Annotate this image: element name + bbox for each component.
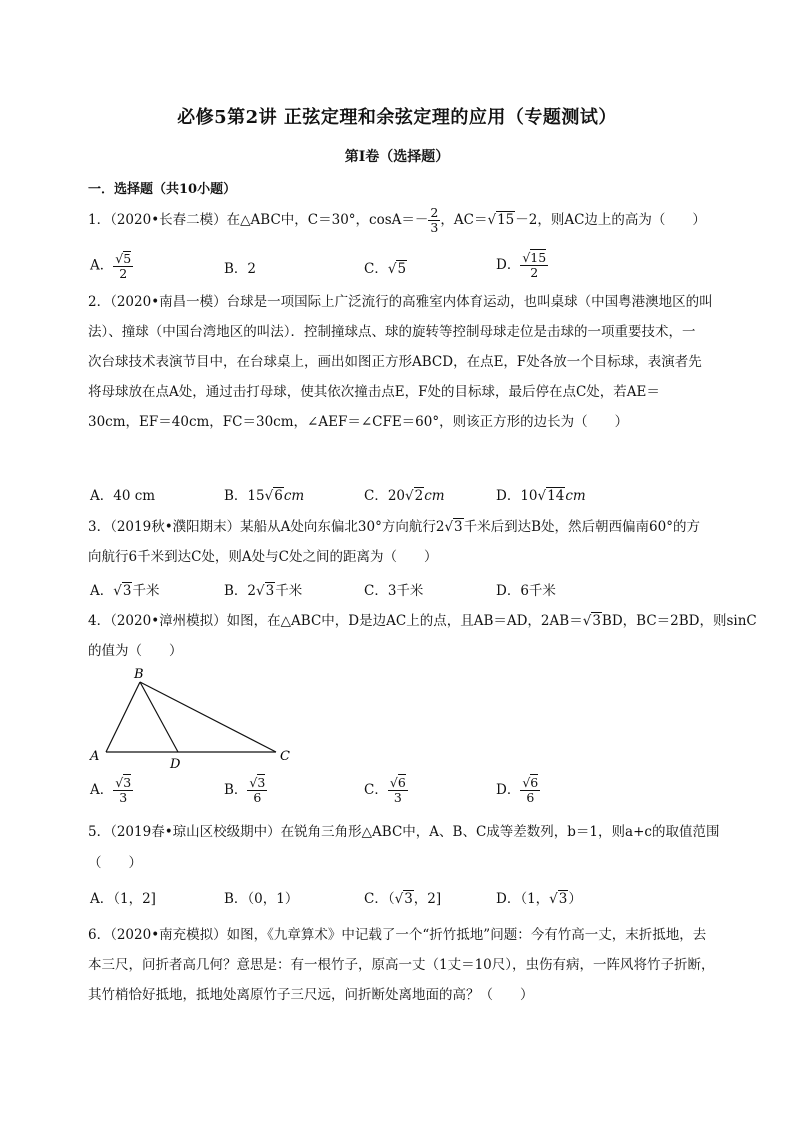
q2-option-b-label: B．15 (224, 488, 265, 504)
q2-option-c-unit: cm (424, 488, 445, 504)
q4-segment-bd (140, 682, 178, 752)
q6-line-1: 6．（2020•南充模拟）如图，《九章算术》中记载了一个“折竹抵地”问题：今有竹高一丈，末折抵地，去 (88, 927, 707, 943)
q5-option-c (364, 887, 441, 907)
q4-sqrt: √3 (582, 613, 601, 629)
q2-line-5: 30cm，EF＝40cm，FC＝30cm，∠AEF＝∠CFE＝60°，则该正方形的边长为（ ） (88, 414, 629, 430)
q1-option-d-den: 2 (530, 265, 539, 280)
q5-option-c-radicand: 3 (404, 891, 413, 907)
q2-option-c (364, 484, 445, 504)
q1-option-a-label: A． (90, 257, 114, 274)
q1-option-b: B．2 (224, 261, 257, 277)
q1-frac-num: 2 (430, 205, 439, 220)
q4-option-c-frac: $\frac{√6}{3}$ (389, 775, 406, 805)
q3-sqrt: √3 (444, 519, 463, 535)
q2-option-c-radicand: 2 (414, 488, 424, 504)
q4-option-a-label: A． (90, 782, 114, 798)
q4-option-b (224, 776, 267, 805)
q3-option-b (224, 579, 302, 599)
q2-option-b-radicand: 6 (274, 488, 283, 504)
page-title: 必修5第2讲 正弦定理和余弦定理的应用（专题测试） (177, 107, 617, 128)
q3-option-b-label: B．2 (224, 583, 257, 599)
q1-stem (88, 206, 706, 235)
q4-triangle-figure (88, 668, 318, 778)
q4-option-d-den: 6 (526, 790, 535, 805)
q3-option-a-radicand: 3 (122, 583, 132, 599)
q4-option-b-frac: $\frac{√3}{6}$ (249, 775, 266, 805)
q5-option-d (496, 887, 582, 907)
q5-line-1: 5．（2019春•琼山区校级期中）在锐角三角形△ABC中，A、B、C成等差数列，b＝1，则a+c的取值范围 (88, 824, 720, 840)
q4-label-a: A (90, 749, 100, 764)
q4-option-d-radicand: 6 (530, 775, 539, 790)
q2-line-2: 法）、撞球（中国台湾地区的叫法）．控制撞球点、球的旋转等控制母球走位是击球的一项重要技术，一 (88, 324, 696, 340)
q3-option-b-radicand: 3 (265, 583, 275, 599)
q4-option-d (496, 776, 540, 805)
q2-option-d (496, 484, 586, 504)
q5-option-b: B．（0，1） (224, 891, 299, 907)
q5-option-d-tail: ） (568, 891, 582, 907)
q5-option-d-label: D．（1， (496, 891, 550, 907)
q6-line-3: 其竹梢恰好抵地，抵地处离原竹子三尺远，问折断处离地面的高？（ ） (88, 987, 534, 1003)
q1-option-a-frac: $\frac{√5}{2}$ (115, 251, 132, 281)
q2-option-d-label: D．10 (496, 488, 538, 504)
q3-coef: 2 (435, 519, 445, 535)
q1-sqrt-radicand: 15 (497, 212, 515, 228)
q4-option-c (364, 776, 408, 805)
q3-option-a-sqrt: √3 (113, 583, 132, 599)
q3-option-a-unit: 千米 (132, 583, 160, 599)
q4-option-b-radicand: 3 (257, 775, 266, 790)
q3-option-a (90, 579, 159, 599)
q4-option-a-den: 3 (119, 790, 128, 805)
q1-frac-den: 3 (430, 220, 439, 235)
q3-sqrt-radicand: 3 (454, 519, 463, 535)
q1-option-a-radicand: 5 (123, 251, 132, 266)
q4-line-1-b: BD，BC＝2BD，则sinC (601, 613, 757, 629)
q4-option-d-label: D． (496, 782, 521, 798)
q3-option-b-unit: 千米 (275, 583, 303, 599)
q4-option-a-radicand: 3 (123, 775, 132, 790)
q2-option-c-label: C．20 (364, 488, 406, 504)
q2-line-3: 次台球技术表演节目中，在台球桌上，画出如图正方形ABCD，在点E，F处各放一个目标球，表演者先 (88, 354, 702, 370)
q1-option-a (90, 251, 133, 281)
q3-option-b-sqrt: √3 (256, 583, 275, 599)
q2-option-d-radicand: 14 (547, 488, 565, 504)
q4-option-d-frac: $\frac{√6}{6}$ (522, 775, 539, 805)
q3-line-2: 向航行6千米到达C处，则A处与C处之间的距离为（ ） (88, 549, 438, 565)
q3-option-a-label: A． (90, 583, 114, 599)
q5-line-2: （ ） (88, 855, 142, 871)
q3-line-1-a: 3．（2019秋•濮阳期末）某船从A处向东偏北30°方向航行 (88, 519, 436, 535)
q4-sqrt-radicand: 3 (592, 613, 601, 629)
q1-option-c-sqrt: √5 (387, 261, 407, 277)
q1-text-c: －2，则AC边上的高为（ ） (515, 212, 706, 228)
q2-option-c-sqrt: √2 (405, 488, 424, 504)
q2-option-d-sqrt: √14 (537, 488, 565, 504)
q3-option-c: C．3千米 (364, 583, 424, 599)
q1-sqrt: √15 (487, 212, 515, 228)
q1-text-a: 1．（2020•长春二模）在△ABC中，C＝30°，cosA＝－ (88, 212, 429, 228)
q4-option-c-label: C． (364, 782, 388, 798)
q1-option-c-radicand: 5 (397, 261, 407, 277)
q1-option-c-label: C． (364, 261, 388, 277)
q1-option-d-label: D． (496, 257, 521, 273)
q5-option-c-tail: ，2] (413, 891, 442, 907)
q4-side-ab (106, 682, 140, 752)
q1-option-c (364, 257, 407, 277)
page-subtitle: 第Ⅰ卷（选择题） (344, 149, 450, 165)
q1-option-d-radicand: 15 (530, 250, 547, 265)
q5-option-c-sqrt: √3 (394, 891, 413, 907)
q1-fraction (428, 206, 440, 235)
q3-line-1-b: 千米后到达B处，然后朝西偏南60°的方 (463, 519, 700, 535)
q6-line-2: 本三尺，问折者高几何？意思是：有一根竹子，原高一丈（1丈＝10尺），虫伤有病，一阵风将竹子折断， (88, 957, 715, 973)
q2-line-4: 将母球放在点A处，通过击打母球，使其依次撞击点E，F处的目标球，最后停在点C处，若AE＝ (88, 384, 660, 400)
q4-option-a-frac: $\frac{√3}{3}$ (115, 775, 132, 805)
q5-option-d-sqrt: √3 (549, 891, 568, 907)
q4-label-d: D (170, 757, 181, 772)
q4-option-a (90, 776, 133, 805)
q4-option-c-radicand: 6 (397, 775, 406, 790)
q4-option-b-label: B． (224, 782, 248, 798)
q2-option-b (224, 484, 304, 504)
q1-option-d-frac: $\frac{√15}{2}$ (522, 250, 547, 280)
q1-text-b: ，AC＝ (440, 212, 488, 228)
q4-line-1-a: 4．（2020•漳州模拟）如图，在△ABC中，D是边AC上的点，且AB＝AD，2AB＝ (88, 613, 583, 629)
q2-line-1: 2．（2020•南昌一模）台球是一项国际上广泛流行的高雅室内体育运动，也叫桌球（中国粤港澳地区的叫 (88, 294, 713, 310)
q1-option-a-den: 2 (119, 266, 128, 281)
q4-option-c-den: 3 (393, 790, 402, 805)
q5-option-c-label: C．（ (364, 891, 395, 907)
q2-option-b-sqrt: √6 (264, 488, 283, 504)
q4-side-bc (140, 682, 276, 752)
q1-option-d (496, 251, 548, 280)
q5-option-a: A．（1，2] (90, 891, 156, 907)
q3-line-1 (88, 517, 700, 537)
q3-option-d: D．6千米 (496, 583, 556, 599)
q2-option-b-unit: cm (283, 488, 305, 504)
section-heading: 一．选择题（共10小题） (88, 182, 237, 197)
q4-option-b-den: 6 (253, 790, 262, 805)
q5-option-d-radicand: 3 (558, 891, 568, 907)
q4-line-2: 的值为（ ） (88, 643, 183, 659)
q4-label-b: B (134, 668, 144, 682)
q2-option-d-unit: cm (565, 488, 586, 504)
q2-option-a: A．40 cm (90, 488, 156, 504)
q4-line-1 (88, 611, 757, 631)
q4-label-c: C (280, 749, 290, 764)
